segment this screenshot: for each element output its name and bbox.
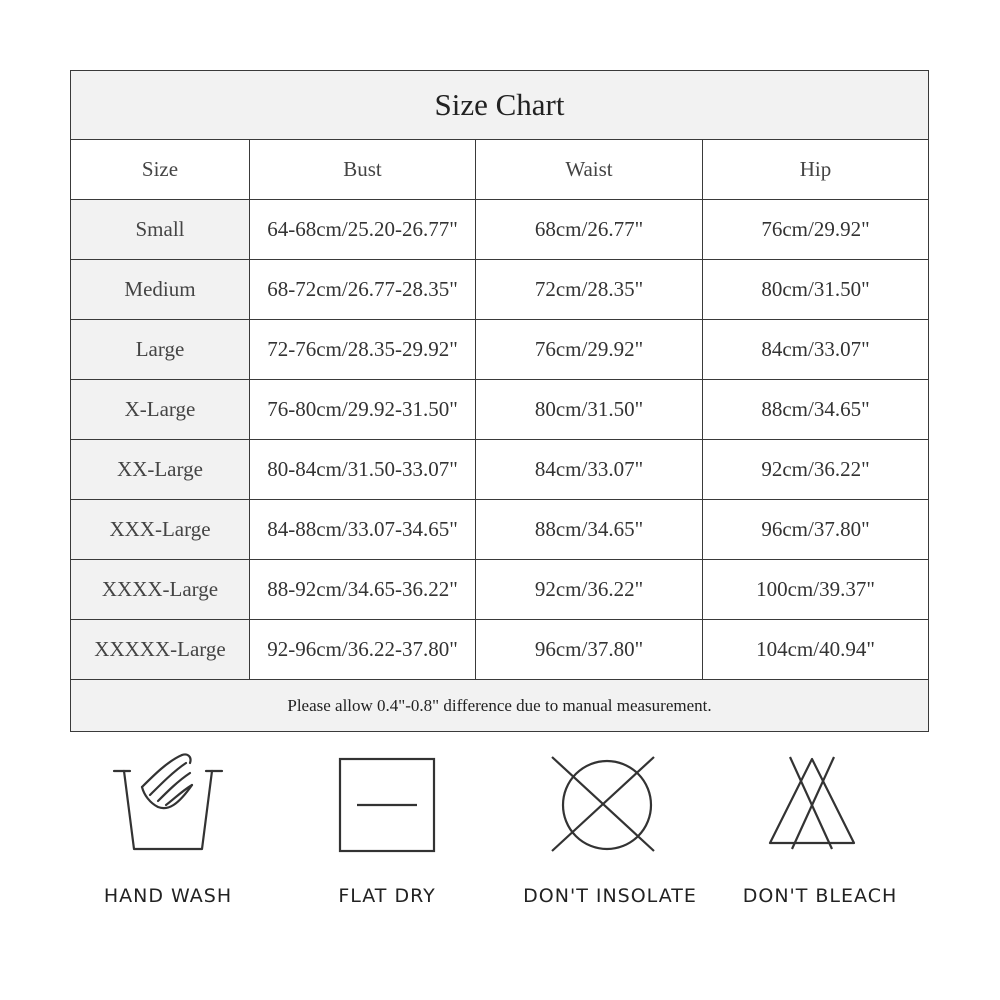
do-not-bleach-icon <box>710 745 930 865</box>
size-cell: XXX-Large <box>71 500 250 560</box>
hip-cell: 100cm/39.37" <box>703 560 929 620</box>
hip-cell: 104cm/40.94" <box>703 620 929 680</box>
bust-cell: 76-80cm/29.92-31.50" <box>250 380 476 440</box>
waist-cell: 88cm/34.65" <box>476 500 703 560</box>
chart-title: Size Chart <box>71 71 929 140</box>
waist-cell: 80cm/31.50" <box>476 380 703 440</box>
header-size: Size <box>71 140 250 200</box>
care-label-hand-wash: HAND WASH <box>103 885 233 907</box>
care-label-dont-bleach: DON'T BLEACH <box>742 885 898 907</box>
bust-cell: 92-96cm/36.22-37.80" <box>250 620 476 680</box>
hand-wash-icon <box>58 745 278 865</box>
bust-cell: 80-84cm/31.50-33.07" <box>250 440 476 500</box>
care-dont-bleach <box>710 745 930 925</box>
size-cell: Medium <box>71 260 250 320</box>
care-label-flat-dry: FLAT DRY <box>338 885 436 907</box>
hip-cell: 84cm/33.07" <box>703 320 929 380</box>
hip-cell: 92cm/36.22" <box>703 440 929 500</box>
hip-cell: 80cm/31.50" <box>703 260 929 320</box>
size-cell: X-Large <box>71 380 250 440</box>
size-cell: XXXXX-Large <box>71 620 250 680</box>
header-waist: Waist <box>476 140 703 200</box>
title-row <box>71 71 929 140</box>
size-chart-table <box>70 70 929 732</box>
note-row <box>71 680 929 732</box>
care-label-dont-insolate: DON'T INSOLATE <box>523 885 697 907</box>
waist-cell: 92cm/36.22" <box>476 560 703 620</box>
hip-cell: 76cm/29.92" <box>703 200 929 260</box>
waist-cell: 84cm/33.07" <box>476 440 703 500</box>
table-row <box>71 380 929 440</box>
care-instructions <box>0 745 1000 925</box>
size-cell: Small <box>71 200 250 260</box>
table-row <box>71 500 929 560</box>
table-row <box>71 320 929 380</box>
care-flat-dry <box>277 745 497 925</box>
do-not-tumble-dry-icon <box>500 745 720 865</box>
header-bust: Bust <box>250 140 476 200</box>
waist-cell: 96cm/37.80" <box>476 620 703 680</box>
waist-cell: 72cm/28.35" <box>476 260 703 320</box>
table-row <box>71 560 929 620</box>
waist-cell: 68cm/26.77" <box>476 200 703 260</box>
table-row <box>71 200 929 260</box>
hip-cell: 96cm/37.80" <box>703 500 929 560</box>
bust-cell: 68-72cm/26.77-28.35" <box>250 260 476 320</box>
table-row <box>71 440 929 500</box>
bust-cell: 84-88cm/33.07-34.65" <box>250 500 476 560</box>
bust-cell: 64-68cm/25.20-26.77" <box>250 200 476 260</box>
bust-cell: 72-76cm/28.35-29.92" <box>250 320 476 380</box>
bust-cell: 88-92cm/34.65-36.22" <box>250 560 476 620</box>
care-dont-insolate <box>500 745 720 925</box>
measurement-note: Please allow 0.4"-0.8" difference due to manual measurement. <box>71 680 929 732</box>
header-row <box>71 140 929 200</box>
waist-cell: 76cm/29.92" <box>476 320 703 380</box>
table-row <box>71 620 929 680</box>
size-cell: Large <box>71 320 250 380</box>
header-hip: Hip <box>703 140 929 200</box>
table-row <box>71 260 929 320</box>
hip-cell: 88cm/34.65" <box>703 380 929 440</box>
size-cell: XXXX-Large <box>71 560 250 620</box>
care-hand-wash <box>58 745 278 925</box>
flat-dry-icon <box>277 745 497 865</box>
size-cell: XX-Large <box>71 440 250 500</box>
